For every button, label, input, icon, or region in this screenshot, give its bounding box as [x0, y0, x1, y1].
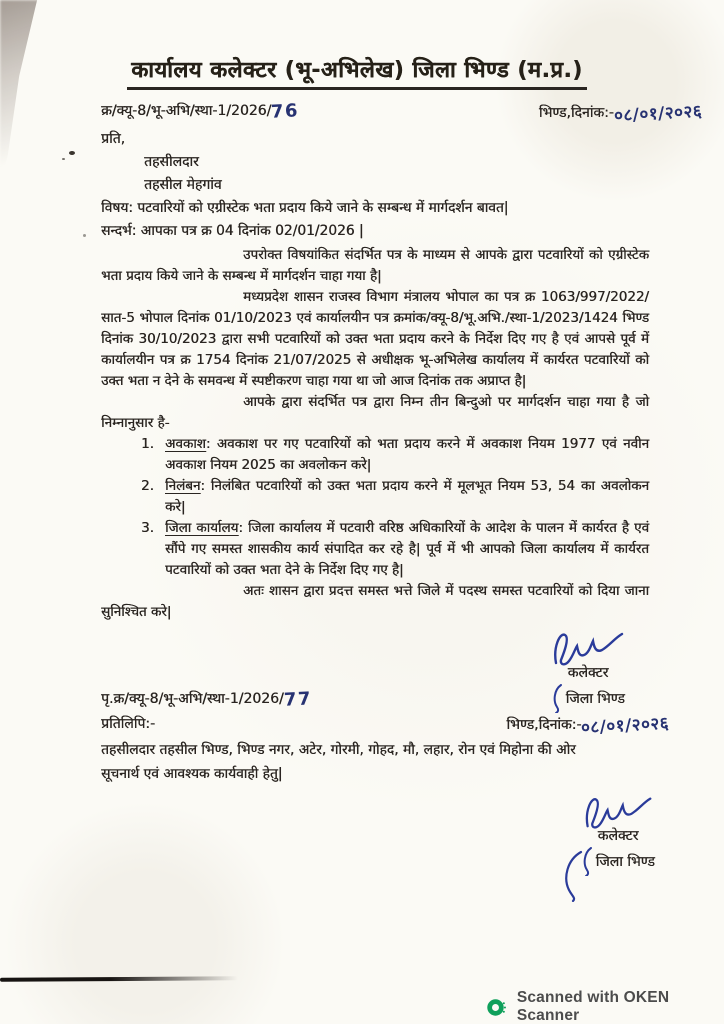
signature-flourish-icon [551, 683, 563, 713]
list-item-lead: जिला कार्यालय [165, 520, 239, 536]
list-item-text: : निलंबित पटवारियों को उक्त भता प्रदाय करने में मूलभूत नियम 53, 54 का अवलोकन करे| [165, 478, 649, 515]
body-paragraph-2: मध्यप्रदेश शासन राजस्व विभाग मंत्रालय भोपाल का पत्र क्र 1063/997/2022/सात-5 भोपाल दिनांक 01/10/2023 एवं कार्यालयीन पत्र क्रमांक/क्यू-8/भू.अभि./स्था-1/2023/1424 भिण्ड दिनांक 30/10/2023 द्वारा सभी पटवारियों को उक्त भता प्रदाय करने के निर्देश दिए गए है एवं आपसे पूर्व में कार्यालयीन पत्र क्र 1754 दिनांक 21/07/2025 से अधीक्षक भू-अभिलेख कार्यालय में कार्यरत पटवारियों को उक्त भता न देने के समवन्ध में स्पष्टीकरण चाहा गया था जो आज दिनांक तक अप्राप्त है| [101, 289, 649, 389]
reference-line: सन्दर्भ: आपका पत्र क्र 04 दिनांक 02/01/2026 | [101, 223, 364, 239]
salutation: प्रति, [101, 131, 126, 147]
closing-paragraph: अतः शासन द्वारा प्रदत्त समस्त भत्ते जिले में पदस्थ समस्त पटवारियों को दिया जाना सुनिश्चित करे| [101, 583, 649, 620]
scanner-watermark-text: Scanned with OKEN Scanner [516, 989, 670, 1024]
guidance-points-list [141, 434, 689, 581]
list-item [141, 476, 649, 518]
list-item [141, 518, 649, 581]
scan-speck [62, 158, 65, 160]
date-handwritten: ०८/०१/२०२६ [613, 101, 703, 127]
letter-place-date [538, 101, 703, 127]
signatory-designation: कलेक्टर [567, 665, 609, 681]
signature-block-collector-2 [533, 792, 703, 876]
list-item-text: : जिला कार्यालय में पटवारी वरिष्ठ अधिकारियों के आदेश के पालन में कार्यरत है एवं सौंपे गए समस्त शासकीय कार्य संपादित कर रहे है| पूर्व में भी आपको जिला कार्यालय में कार्यरत पटवारियों को उक्त भता देने के निर्देश दिए गए है| [165, 520, 649, 578]
list-item-number: 1. [141, 436, 154, 452]
signature-date-label: भिण्ड,दिनांक:- [506, 717, 582, 733]
copy-to-line2: सूचनार्थ एवं आवश्यक कार्यवाही हेतु| [101, 766, 283, 782]
list-item-lead: निलंबन [165, 478, 201, 494]
oken-logo-icon [487, 997, 507, 1018]
signature-ink-icon [546, 627, 630, 667]
scan-corner-shadow [0, 0, 64, 200]
signature-date-handwritten: ०८/०१/२०२६ [580, 713, 671, 739]
letter-ref-no-handwritten: 76 [270, 100, 300, 123]
scan-paper-edge [0, 976, 238, 981]
scan-speck [83, 234, 86, 237]
addressee-designation: तहसीलदार [144, 154, 199, 170]
scanner-watermark [487, 989, 724, 1024]
copy-to-label: प्रतिलिपि:- [101, 716, 156, 732]
addressee-office: तहसील मेहगांव [144, 177, 222, 193]
subject-line: विषय: पटवारियों को एग्रीस्टेक भता प्रदाय किये जाने के सम्बन्ध में मार्गदर्शन बावत| [101, 200, 509, 216]
list-item-text: : अवकाश पर गए पटवारियों को भता प्रदाय करने में अवकाश नियम 1977 एवं नवीन अवकाश नियम 2025 का अवलोकन करे| [165, 436, 649, 473]
signatory-office: जिला भिण्ड [595, 854, 655, 870]
list-item [141, 434, 649, 476]
list-item-lead: अवकाश [165, 436, 206, 452]
endorsement-ref-no-handwritten: 77 [283, 688, 313, 711]
signature-tail-flourish-icon [561, 850, 587, 902]
date-label: भिण्ड,दिनांक:- [538, 105, 614, 121]
signature-block-collector [483, 627, 693, 739]
copy-to-line1: तहसीलदार तहसील भिण्ड, भिण्ड नगर, अटेर, गोरमी, गोहद, मौ, लहार, रोन एवं मिहोना की ओर [101, 742, 576, 758]
letterhead-title: कार्यालय कलेक्टर (भू-अभिलेख) जिला भिण्ड (म.प्र.) [127, 54, 587, 90]
endorsement-ref-number [101, 689, 312, 710]
signatory-designation: कलेक्टर [597, 828, 639, 844]
scan-speck [69, 151, 75, 155]
signature-ink-icon [576, 792, 660, 830]
letter-ref-prefix: क्र/क्यू-8/भू-अभि/स्था-1/2026/ [101, 103, 272, 119]
list-item-number: 2. [141, 478, 154, 494]
endorsement-ref-prefix: पृ.क्र/क्यू-8/भू-अभि/स्था-1/2026/ [101, 691, 284, 707]
body-paragraph-3: आपके द्वारा संदर्भित पत्र द्वारा निम्न तीन बिन्दुओ पर मार्गदर्शन चाहा गया है जो निम्नानुसार है- [101, 394, 649, 431]
letter-ref-number [101, 101, 299, 122]
list-item-number: 3. [141, 520, 154, 536]
signatory-office: जिला भिण्ड [565, 691, 625, 707]
body-paragraph-1: उपरोक्त विषयांकित संदर्भित पत्र के माध्यम से आपके द्वारा पटवारियों को एग्रीस्टेक भता प्रदाय किये जाने के सम्बन्ध में मार्गदर्शन चाहा गया है| [101, 247, 649, 284]
